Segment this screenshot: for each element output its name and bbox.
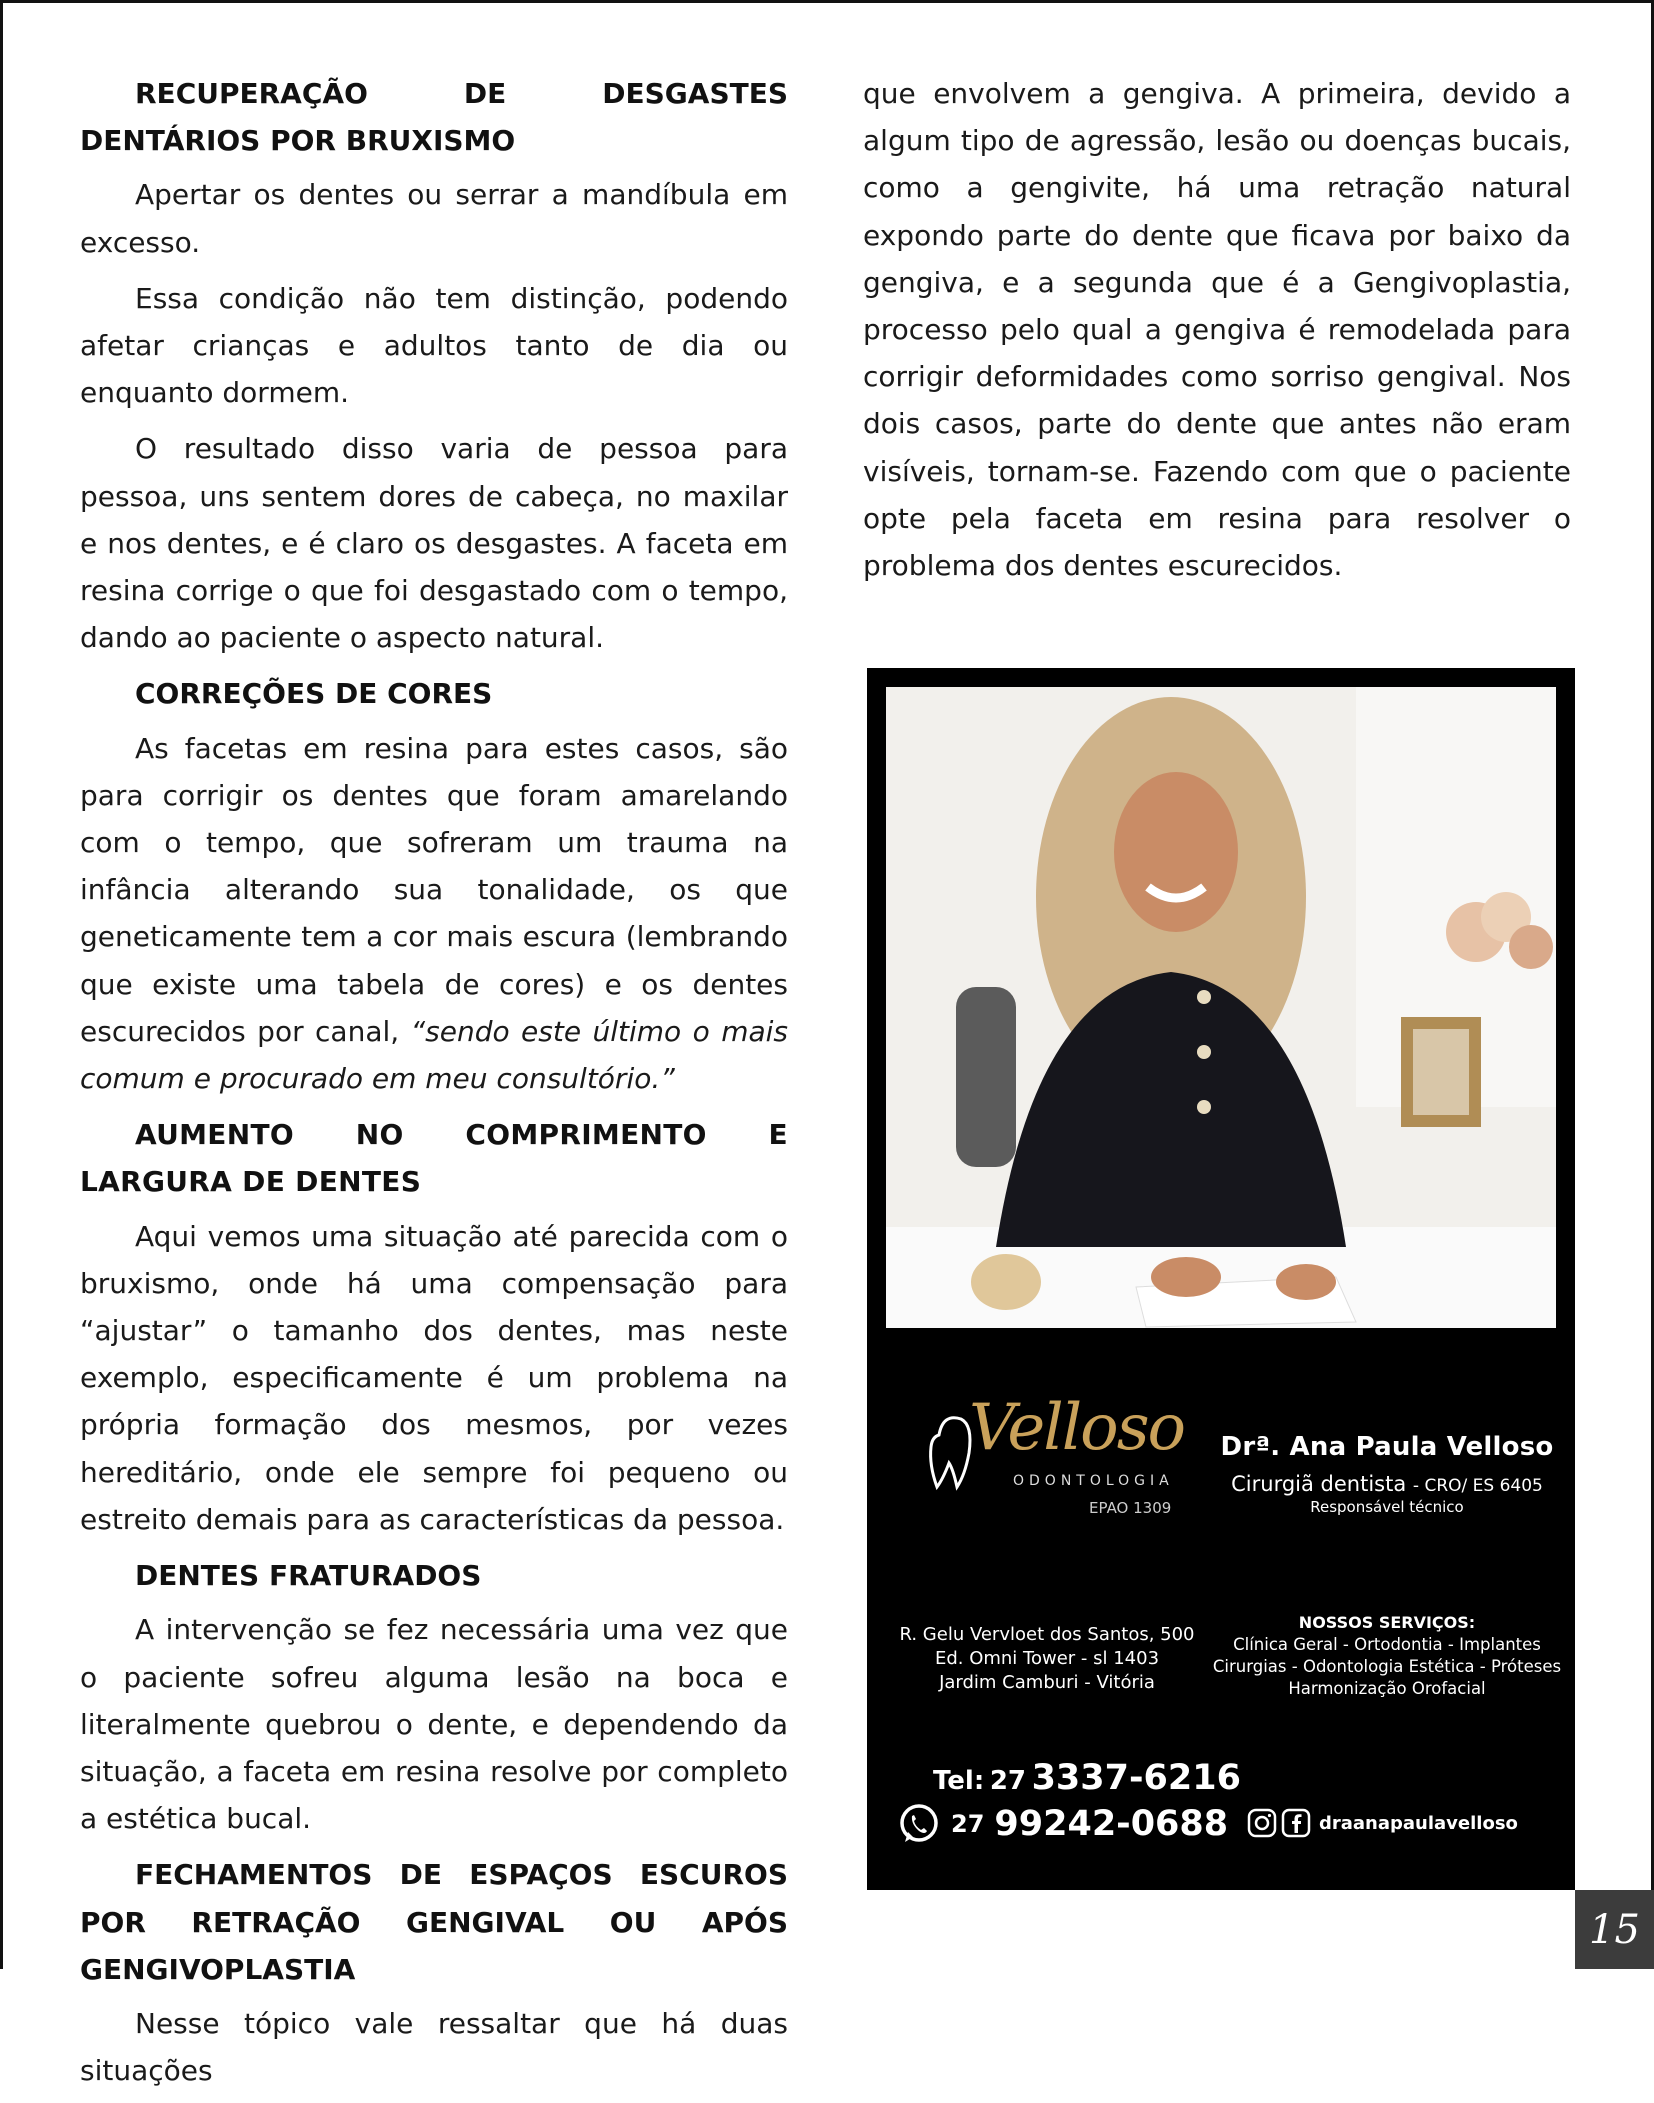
velloso-logo xyxy=(921,1391,1191,1535)
paragraph: Aqui vemos uma situação até parecida com o bruxismo, onde há uma compensação para “ajustar” o tamanho dos dentes, mas neste exemplo, especificamente é um problema na própria formação dos mesmos, por vezes hereditário, onde ele sempre foi pequeno ou estreito demais para as características da pessoa. xyxy=(80,1219,788,1536)
heading-correcoes-de-cores: CORREÇÕES DE CORES xyxy=(135,677,493,711)
epao-number: EPAO 1309 xyxy=(1089,1499,1172,1517)
address-line: R. Gelu Vervloet dos Santos, 500 xyxy=(899,1624,1195,1645)
logo-wordmark: Velloso xyxy=(969,1391,1185,1465)
services-title: NOSSOS SERVIÇOS: xyxy=(1298,1613,1476,1632)
doctor-name: Drª. Ana Paula Velloso xyxy=(1220,1432,1554,1462)
instagram-icon xyxy=(1247,1808,1277,1838)
whatsapp-line xyxy=(897,1802,1228,1846)
quote-text: “sendo este último o mais comum e procurado em meu consultório.” xyxy=(80,1014,788,1096)
paragraph-text: As facetas em resina para estes casos, são para corrigir os dentes que foram amarelando com o tempo, que sofreram um trauma na infância alterando sua tonalidade, os que geneticamente tem a cor mais escura (lembrando que existe uma tabela de cores) e os dentes escurecidos por canal, xyxy=(80,731,788,1048)
tel-ddd: 27 xyxy=(989,1766,1026,1796)
whatsapp-ddd: 27 xyxy=(951,1810,985,1838)
heading-dentes-fraturados: DENTES FRATURADOS xyxy=(135,1559,482,1593)
doctor-title: Cirurgiã dentista xyxy=(1231,1472,1407,1496)
address-line: Jardim Camburi - Vitória xyxy=(939,1672,1155,1693)
cro-number: - CRO/ ES 6405 xyxy=(1412,1476,1543,1496)
page-border-top xyxy=(0,0,1654,3)
heading-bruxismo: RECUPERAÇÃO DE DESGASTES DENTÁRIOS POR BRUXISMO xyxy=(80,77,788,158)
logo-subtitle: ODONTOLOGIA xyxy=(1013,1473,1174,1489)
article-right-column xyxy=(863,70,1571,598)
paragraph: O resultado disso varia de pessoa para pessoa, uns sentem dores de cabeça, no maxilar e nos dentes, e é claro os desgastes. A faceta em resina corrige o que foi desgastado com o tempo, dando ao paciente o aspecto natural. xyxy=(80,432,788,655)
heading-aumento: AUMENTO NO COMPRIMENTO E LARGURA DE DENTES xyxy=(80,1118,788,1199)
paragraph: Nesse tópico vale ressaltar que há duas situações xyxy=(80,2006,788,2088)
clinic-address xyxy=(877,1623,1217,1695)
tel-label: Tel: xyxy=(933,1766,985,1796)
paragraph: Apertar os dentes ou serrar a mandíbula em excesso. xyxy=(80,178,788,259)
paragraph: A intervenção se fez necessária uma vez que o paciente sofreu alguma lesão na boca e literalmente quebrou o dente, e dependendo da situação, a faceta em resina resolve por completo a estética bucal. xyxy=(80,1613,788,1836)
services-line: Clínica Geral - Ortodontia - Implantes xyxy=(1233,1635,1541,1654)
tel-number: 3337-6216 xyxy=(1031,1758,1241,1798)
services-line: Harmonização Orofacial xyxy=(1288,1679,1486,1698)
services-line: Cirurgias - Odontologia Estética - Próteses xyxy=(1212,1657,1562,1676)
doctor-info xyxy=(1217,1432,1557,1516)
article-left-column xyxy=(80,70,788,2103)
services-list xyxy=(1207,1612,1567,1700)
paragraph: que envolvem a gengiva. A primeira, devido a algum tipo de agressão, lesão ou doenças bucais, como a gengivite, há uma retração natural expondo parte do dente que ficava por baixo da gengiva, e a segunda que é a Gengivoplastia, processo pelo qual a gengiva é remodelada para corrigir deformidades como sorriso gengival. Nos dois casos, parte do dente que antes não eram visíveis, tornam-se. Fazendo com que o paciente opte pela faceta em resina para resolver o problema dos dentes escurecidos. xyxy=(863,77,1571,583)
page-number: 15 xyxy=(1575,1890,1654,1969)
responsible-label: Responsável técnico xyxy=(1310,1498,1464,1516)
whatsapp-number: 99242-0688 xyxy=(994,1804,1229,1844)
address-line: Ed. Omni Tower - sl 1403 xyxy=(934,1648,1160,1669)
social-media xyxy=(1247,1808,1518,1838)
clinic-advertisement xyxy=(867,668,1575,1890)
facebook-icon xyxy=(1281,1808,1311,1838)
doctor-photo xyxy=(886,687,1556,1328)
social-handle: draanapaulavelloso xyxy=(1319,1812,1518,1834)
paragraph-cores xyxy=(80,725,788,1103)
paragraph: Essa condição não tem distinção, podendo afetar crianças e adultos tanto de dia ou enquanto dormem. xyxy=(80,281,788,410)
page-border-left xyxy=(0,0,3,1969)
doctor-title-line xyxy=(1217,1472,1557,1496)
heading-fechamentos: FECHAMENTOS DE ESPAÇOS ESCUROS POR RETRAÇÃO GENGIVAL OU APÓS GENGIVOPLASTIA xyxy=(80,1858,788,1986)
telephone-line xyxy=(933,1758,1241,1798)
whatsapp-icon xyxy=(897,1802,941,1846)
doctor-portrait-illustration xyxy=(886,687,1556,1328)
